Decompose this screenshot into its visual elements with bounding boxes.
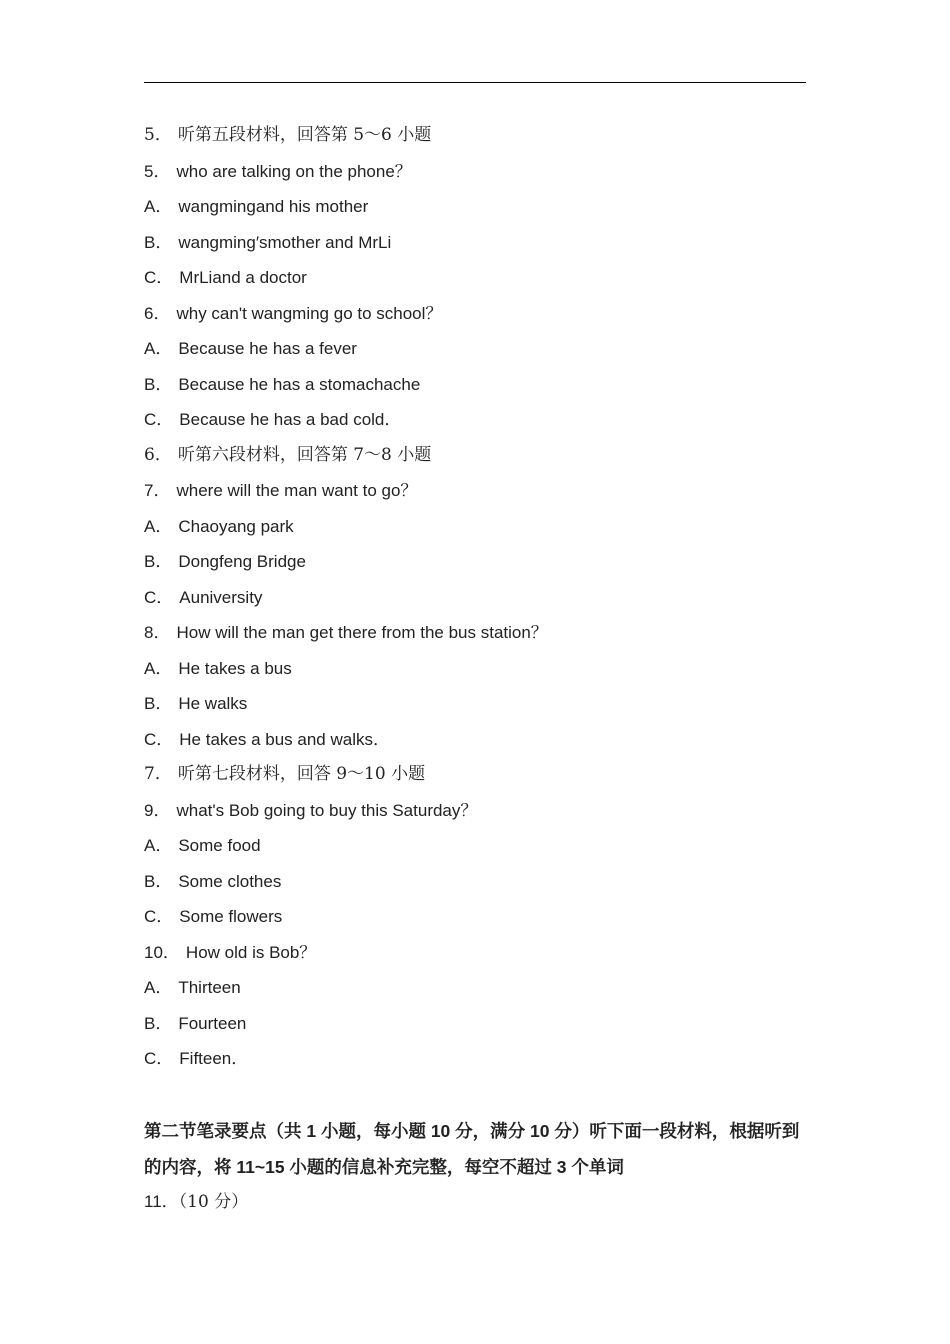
item-text: He takes a bus and walks． xyxy=(179,729,390,749)
item-number: 8． xyxy=(144,623,171,642)
item-number: 5． xyxy=(144,125,172,145)
option-line xyxy=(144,651,806,687)
option-line xyxy=(144,1006,806,1042)
item-text: He takes a bus xyxy=(178,658,292,678)
question-line xyxy=(144,793,806,829)
option-line xyxy=(144,260,806,296)
item-number: B． xyxy=(144,871,173,891)
item-number: C． xyxy=(144,729,174,749)
option-line xyxy=(144,544,806,580)
item-number: C． xyxy=(144,1049,174,1068)
question-line xyxy=(144,154,806,190)
option-line xyxy=(144,970,806,1006)
item-number: 7． xyxy=(144,481,171,500)
question-list xyxy=(144,118,806,1077)
item-number: B． xyxy=(144,552,173,571)
item-text: MrLiand a doctor xyxy=(179,268,307,287)
item-text: Some clothes xyxy=(178,871,282,891)
question-11 xyxy=(144,1185,806,1219)
item-text: How old is Bob？ xyxy=(185,942,317,962)
item-number: B． xyxy=(144,1013,173,1033)
option-line xyxy=(144,828,806,864)
item-text: Some flowers xyxy=(179,907,283,926)
item-number: A． xyxy=(144,516,173,536)
question-line xyxy=(144,473,806,509)
section-heading xyxy=(144,757,806,793)
item-text: How will the man get there from the bus station？ xyxy=(176,623,548,642)
question-line xyxy=(144,935,806,971)
item-text: wangmingand his mother xyxy=(178,197,369,216)
item-number: 9． xyxy=(144,800,171,820)
item-text: who are talking on the phone？ xyxy=(176,161,412,181)
item-text: Thirteen xyxy=(178,978,241,997)
option-line xyxy=(144,402,806,438)
item-number: C． xyxy=(144,907,174,926)
item-text: Chaoyang park xyxy=(178,516,294,536)
option-line xyxy=(144,225,806,261)
section-2-instructions: 第二节笔录要点（共 1 小题，每小题 10 分，满分 10 分）听下面一段材料，根据听到的内容，将 11~15 小题的信息补充完整，每空不超过 3 个单词 xyxy=(144,1120,800,1177)
option-line xyxy=(144,722,806,758)
section-heading xyxy=(144,438,806,474)
header-rule xyxy=(144,82,806,83)
question-line xyxy=(144,615,806,651)
item-number: B． xyxy=(144,694,173,713)
item-text: Auniversity xyxy=(179,587,263,607)
option-line xyxy=(144,899,806,935)
option-line xyxy=(144,686,806,722)
item-text: Because he has a stomachache xyxy=(178,374,421,394)
item-text: Fourteen xyxy=(178,1013,247,1033)
item-number: B． xyxy=(144,232,173,252)
item-number: 6． xyxy=(144,444,172,465)
item-text: why can't wangming go to school？ xyxy=(176,303,443,323)
item-number: A． xyxy=(144,197,173,216)
question-score: （10 分） xyxy=(178,1191,249,1212)
item-number: A． xyxy=(144,836,173,855)
item-text: 听第五段材料，回答第 5～6 小题 xyxy=(177,125,432,145)
section-heading xyxy=(144,118,806,154)
item-text: Because he has a fever xyxy=(178,339,357,358)
option-line xyxy=(144,864,806,900)
option-line xyxy=(144,189,806,225)
option-line xyxy=(144,509,806,545)
item-text: what's Bob going to buy this Saturday？ xyxy=(176,800,478,820)
item-number: C． xyxy=(144,410,174,429)
item-text: Dongfeng Bridge xyxy=(178,552,306,571)
option-line xyxy=(144,580,806,616)
item-text: He walks xyxy=(178,694,248,713)
item-number: 7． xyxy=(144,764,172,784)
item-text: Some food xyxy=(178,836,261,855)
item-number: A． xyxy=(144,978,173,997)
item-number: C． xyxy=(144,587,174,607)
item-number: A． xyxy=(144,658,173,678)
item-text: wangming′smother and MrLi xyxy=(178,232,392,252)
option-line xyxy=(144,331,806,367)
option-line xyxy=(144,367,806,403)
item-text: where will the man want to go？ xyxy=(176,481,418,500)
item-number: 5． xyxy=(144,161,171,181)
question-line xyxy=(144,296,806,332)
item-text: Because he has a bad cold． xyxy=(179,410,402,429)
item-text: 听第七段材料，回答 9～10 小题 xyxy=(177,764,426,784)
section-spacer xyxy=(144,1077,806,1113)
item-text: 听第六段材料，回答第 7～8 小题 xyxy=(177,444,432,465)
item-number: C． xyxy=(144,268,174,287)
item-number: A． xyxy=(144,339,173,358)
item-number: 10． xyxy=(144,942,180,962)
item-number: B． xyxy=(144,374,173,394)
document-content xyxy=(144,118,806,1219)
question-number: 11． xyxy=(144,1191,179,1211)
item-text: Fifteen． xyxy=(179,1049,249,1068)
option-line xyxy=(144,1041,806,1077)
item-number: 6． xyxy=(144,303,171,323)
